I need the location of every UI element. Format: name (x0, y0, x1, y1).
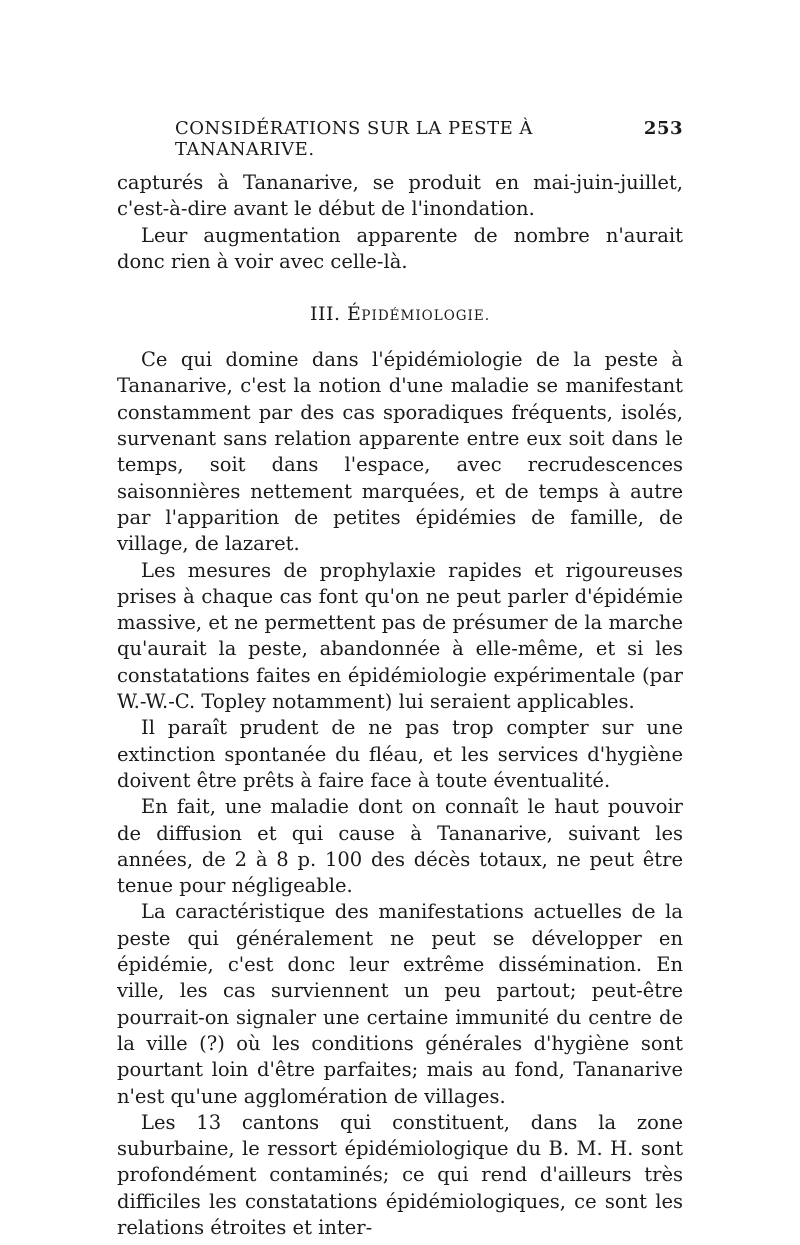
running-head (175, 118, 683, 160)
running-title: CONSIDÉRATIONS SUR LA PESTE À TANANARIVE. (175, 118, 533, 160)
paragraph: Ce qui domine dans l'épidémiologie de la peste à Tananarive, c'est la notion d'une maladie se manifestant constamment par des cas sporadiques fréquents, isolés, survenant sans relation apparente entre eux soit dans le temps, soit dans l'espace, avec recrudescences saisonnières nettement marquées, et de temps à autre par l'apparition de petites épidémies de famille, de village, de lazaret. (117, 348, 683, 556)
paragraph: La caractéristique des manifestations actuelles de la peste qui généralement ne peut se développer en épidémie, c'est donc leur extrême dissémination. En ville, les cas surviennent un peu partout; peut-être pourrait-on signaler une certaine immunité du centre de la ville (?) où les conditions générales d'hygiène sont pourtant loin d'être parfaites; mais au fond, Tananarive n'est qu'une agglomération de villages. (117, 900, 683, 1108)
paragraph: Les mesures de prophylaxie rapides et rigoureuses prises à chaque cas font qu'on ne peut parler d'épidémie massive, et ne permettent pas de présumer de la marche qu'aurait la peste, abandonnée à elle-même, et si les constatations faites en épidémiologie expérimentale (par W.-W.-C. Topley notamment) lui seraient applicables. (117, 558, 683, 714)
book-page (117, 118, 683, 1241)
section-title-rest: PIDÉMIOLOGIE. (361, 308, 491, 325)
page-number: 253 (643, 118, 683, 139)
body-text (117, 170, 683, 1241)
paragraph: Les 13 cantons qui constituent, dans la zone suburbaine, le ressort épidémiologique du B. M. H. sont profondément contaminés; ce qui rend d'ailleurs très difficiles les constatations épidémiologiques, ce sont les relations étroites et inter- (117, 1110, 683, 1239)
section-number: III. (309, 303, 341, 326)
section-title-initial: É (347, 303, 362, 326)
paragraph: Il paraît prudent de ne pas trop compter sur une extinction spontanée du fléau, et les services d'hygiène doivent être prêts à faire face à toute éventualité. (117, 716, 683, 792)
section-heading (117, 303, 683, 325)
paragraph-continued: capturés à Tananarive, se produit en mai-juin-juillet, c'est-à-dire avant le début de l'inondation. (117, 171, 683, 221)
paragraph: Leur augmentation apparente de nombre n'aurait donc rien à voir avec celle-là. (117, 223, 683, 273)
paragraph: En fait, une maladie dont on connaît le haut pouvoir de diffusion et qui cause à Tananarive, suivant les années, de 2 à 8 p. 100 des décès totaux, ne peut être tenue pour négligeable. (117, 795, 683, 898)
